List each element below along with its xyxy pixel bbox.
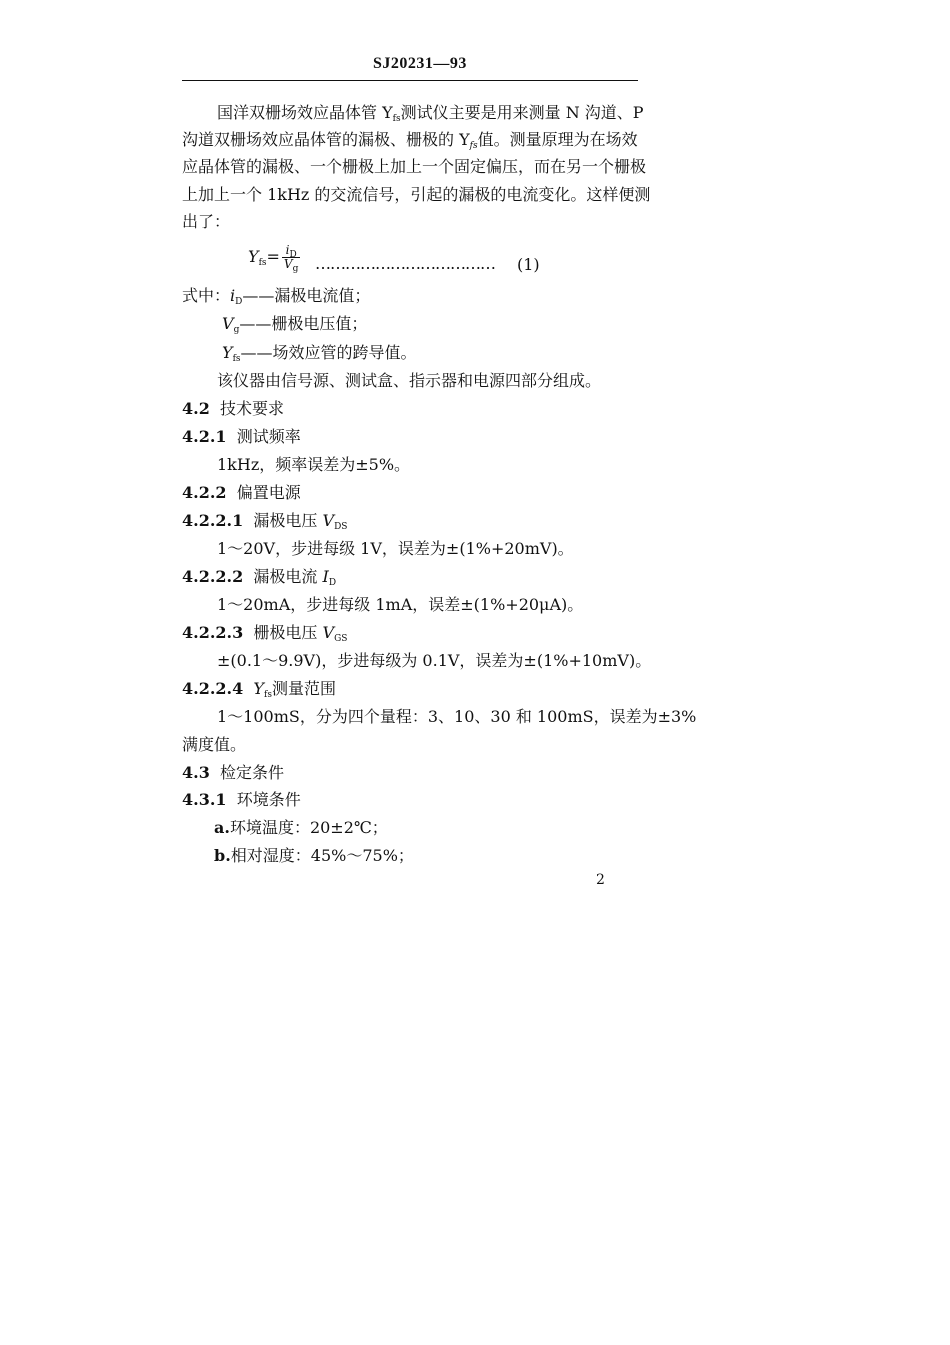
intro-line-2: 沟道双栅场效应晶体管的漏极、栅极的 $Y_{fs}$值。测量原理为在场效 (182, 130, 638, 151)
intro-line-1: 国洋双栅场效应晶体管 $Y_{fs}$测试仪主要是用来测量 N 沟道、P (217, 103, 644, 124)
section-4-2-heading: 4.2 技术要求 (182, 399, 285, 418)
where-item-id: 式中：$i_D——$漏极电流值； (182, 286, 371, 307)
header-rule (182, 80, 638, 81)
section-4-2-2-4-body-line-2: 满度值。 (182, 735, 247, 754)
intro-line-5: 出了： (182, 212, 231, 231)
section-4-2-2-3-heading: 4.2.2.3 栅极电压 $V_{GS}$ (182, 623, 348, 644)
formula-leader-dots: ……………………………… (315, 254, 495, 273)
section-4-2-2-2-body: 1～20mA，步进每级 1mA，误差±(1%+20μA)。 (217, 595, 584, 614)
page-number: 2 (596, 872, 605, 888)
condition-item-a: a.环境温度：20±2℃； (214, 818, 388, 837)
section-4-2-2-heading: 4.2.2 偏置电源 (182, 483, 301, 502)
section-4-2-2-2-heading: 4.2.2.2 漏极电流 $I_D$ (182, 567, 337, 588)
formula: $Y_{fs}=$ $\frac{i_D}{V_g}$ (248, 243, 299, 274)
intro-line-3: 应晶体管的漏极、一个栅极上加上一个固定偏压，而在另一个栅极 (182, 157, 647, 176)
section-4-2-1-body: 1kHz，频率误差为±5%。 (217, 455, 411, 474)
section-4-2-2-4-body-line-1: 1～100mS，分为四个量程：3、10、30 和 100mS，误差为±3% (217, 707, 697, 726)
where-item-yfs: $Y_{fs}——$场效应管的跨导值。 (222, 343, 417, 364)
section-4-3-heading: 4.3 检定条件 (182, 763, 285, 782)
section-4-2-2-3-body: ±(0.1～9.9V)，步进每级为 0.1V，误差为±(1%+10mV)。 (217, 651, 652, 670)
section-4-2-2-1-heading: 4.2.2.1 漏极电压 $V_{DS}$ (182, 511, 348, 532)
formula-fraction: $\frac{i_D}{V_g}$ (283, 243, 299, 274)
condition-item-b: b.相对湿度：45%～75%； (214, 846, 414, 865)
where-item-vg: $V_g——$栅极电压值； (222, 314, 368, 335)
section-4-3-1-heading: 4.3.1 环境条件 (182, 790, 301, 809)
standard-code: SJ20231—93 (373, 55, 467, 72)
section-4-2-2-1-body: 1～20V，步进每级 1V，误差为±(1%+20mV)。 (217, 539, 574, 558)
composition-text: 该仪器由信号源、测试盒、指示器和电源四部分组成。 (217, 371, 602, 390)
formula-number: (1) (517, 255, 540, 274)
section-4-2-2-4-heading: 4.2.2.4 $Y_{fs}$测量范围 (182, 679, 336, 700)
intro-line-4: 上加上一个 1kHz 的交流信号，引起的漏极的电流变化。这样便测 (182, 185, 651, 204)
section-4-2-1-heading: 4.2.1 测试频率 (182, 427, 301, 446)
